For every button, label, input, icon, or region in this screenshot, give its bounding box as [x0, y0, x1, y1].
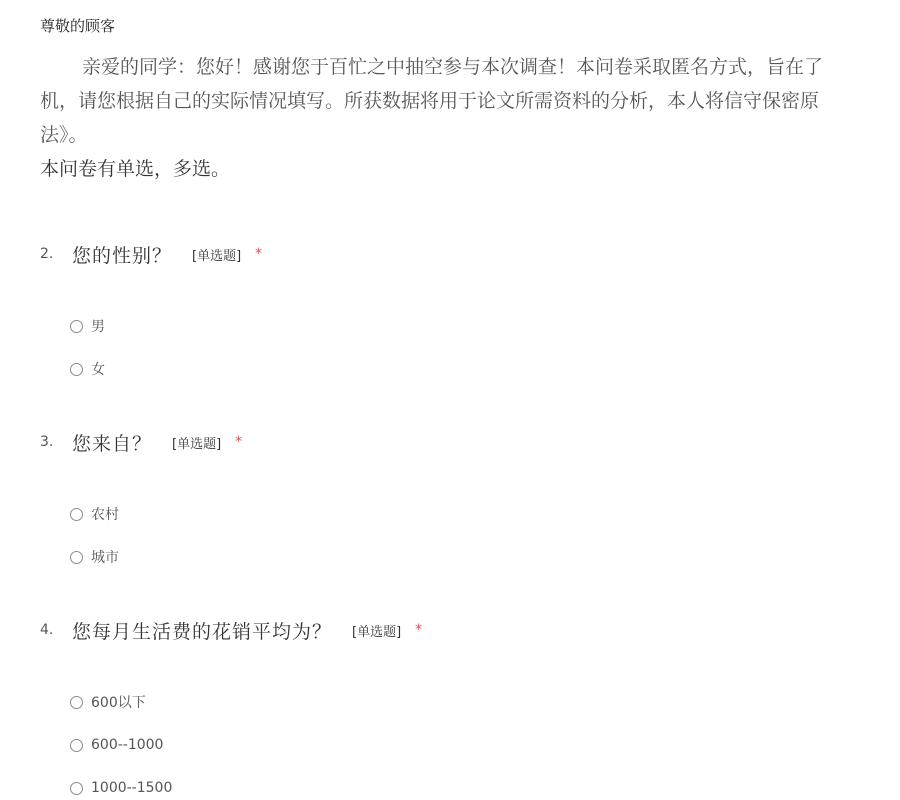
question-text: 您每月生活费的花销平均为？ [72, 620, 333, 643]
radio-button[interactable] [70, 320, 83, 333]
question-type-label: [单选题] [172, 436, 222, 452]
option-label: 600以下 [91, 695, 146, 711]
intro-note: 本问卷有单选，多选。 [40, 158, 231, 180]
question-title-origin [40, 430, 242, 454]
radio-button[interactable] [70, 363, 83, 376]
option-label: 城市 [91, 550, 119, 566]
required-mark: * [235, 434, 243, 450]
page-title: 尊敬的顾客 [40, 17, 116, 35]
radio-button[interactable] [70, 739, 83, 752]
option-label: 女 [91, 362, 105, 378]
option-city[interactable] [70, 547, 119, 567]
intro-line: 法》。 [40, 124, 88, 146]
radio-button[interactable] [70, 696, 83, 709]
question-text: 您的性别？ [72, 244, 173, 267]
radio-button[interactable] [70, 782, 83, 795]
option-female[interactable] [70, 359, 105, 379]
required-mark: * [415, 622, 423, 638]
option-label: 1000--1500 [91, 780, 173, 796]
option-label: 600--1000 [91, 737, 164, 753]
option-1000-1500[interactable] [70, 778, 172, 798]
question-text: 您来自？ [72, 432, 153, 455]
question-number: 4. [40, 622, 54, 638]
option-600-1000[interactable] [70, 735, 163, 755]
question-title-gender [40, 242, 262, 266]
intro-text [40, 50, 900, 186]
option-male[interactable] [70, 316, 105, 336]
question-title-spending [40, 618, 422, 642]
intro-line: 亲爱的同学：您好！感谢您于百忙之中抽空参与本次调查！本问卷采取匿名方式，旨在了 [82, 56, 824, 78]
question-type-label: [单选题] [192, 248, 242, 264]
radio-button[interactable] [70, 551, 83, 564]
option-label: 男 [91, 319, 105, 335]
required-mark: * [255, 246, 263, 262]
question-number: 2. [40, 246, 54, 262]
option-under-600[interactable] [70, 692, 146, 712]
question-type-label: [单选题] [352, 624, 402, 640]
option-label: 农村 [91, 507, 119, 523]
question-number: 3. [40, 434, 54, 450]
option-rural[interactable] [70, 504, 119, 524]
radio-button[interactable] [70, 508, 83, 521]
intro-line: 机，请您根据自己的实际情况填写。所获数据将用于论文所需资料的分析，本人将信守保密原 [40, 90, 820, 112]
